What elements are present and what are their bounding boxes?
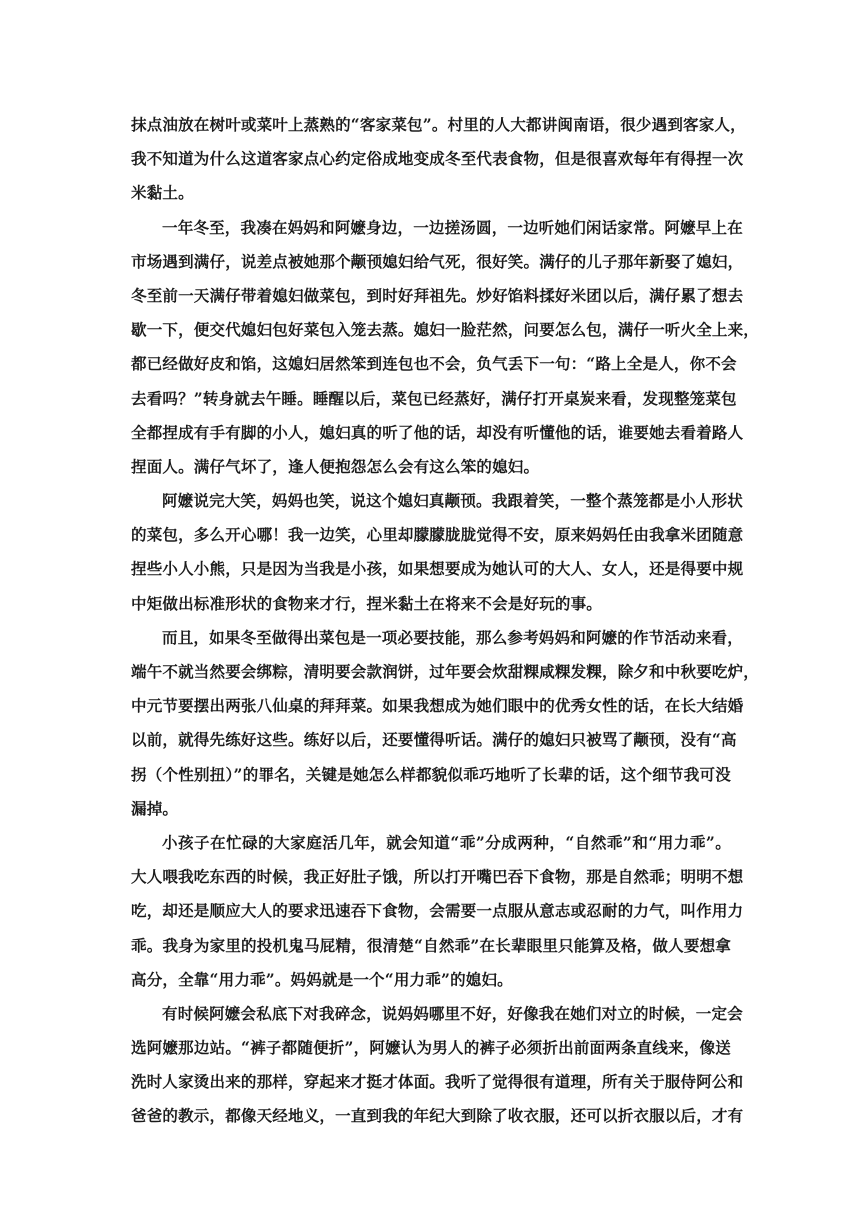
text-line: 冬至前一天满仔带着媳妇做菜包，到时好拜祖先。炒好馅料揉好米团以后，满仔累了想去 — [131, 285, 744, 305]
text-line: 一年冬至，我凑在妈妈和阿嬷身边，一边搓汤圆，一边听她们闲话家常。阿嬷早上在 — [162, 217, 743, 237]
text-line: 大人喂我吃东西的时候，我正好肚子饿，所以打开嘴巴吞下食物，那是自然乖；明明不想 — [131, 867, 744, 887]
text-line: 洗时人家烫出来的那样，穿起来才挺才体面。我听了觉得很有道理，所有关于服侍阿公和 — [131, 1072, 744, 1092]
text-line: 吃，却还是顺应大人的要求迅速吞下食物，会需要一点服从意志或忍耐的力气，叫作用力 — [131, 901, 744, 921]
text-line: 端午不就当然要会绑粽，清明要会款润饼，过年要会炊甜粿咸粿发粿，除夕和中秋要吃炉， — [131, 662, 760, 681]
text-line: 捏面人。满仔气坏了，逢人便抱怨怎么会有这么笨的媳妇。 — [131, 456, 540, 476]
text-line: 抹点油放在树叶或菜叶上蒸熟的“客家菜包”。村里的人大都讲闽南语，很少遇到客家人， — [131, 115, 746, 134]
text-line: 漏掉。 — [131, 798, 179, 818]
article-body — [131, 108, 760, 1134]
text-line: 米黏土。 — [131, 183, 194, 203]
text-line: 去看吗？”转身就去午睡。睡醒以后，菜包已经蒸好，满仔打开桌炭来看，发现整笼菜包 — [131, 388, 737, 408]
text-line: 爸爸的教示，都像天经地义，一直到我的年纪大到除了收衣服，还可以折衣服以后，才有 — [131, 1106, 744, 1126]
text-line: 以前，就得先练好这些。练好以后，还要懂得听话。满仔的媳妇只被骂了颟顸，没有“高 — [131, 730, 737, 750]
text-line: 中元节要摆出两张八仙桌的拜拜菜。如果我想成为她们眼中的优秀女性的话，在长大结婚 — [131, 696, 744, 716]
text-line: 选阿嬷那边站。“裤子都随便折”，阿嬷认为男人的裤子必须折出前面两条直线来，像送 — [131, 1038, 731, 1058]
text-line: 乖。我身为家里的投机鬼马屁精，很清楚“自然乖”在长辈眼里只能算及格，做人要想拿 — [131, 935, 731, 955]
text-line: 高分，全靠“用力乖”。妈妈就是一个“用力乖”的媳妇。 — [131, 969, 513, 989]
text-line: 捏些小人小熊，只是因为当我是小孩，如果想要成为她认可的大人、女人，还是得要中规 — [131, 559, 744, 579]
text-line: 小孩子在忙碌的大家庭活几年，就会知道“乖”分成两种，“自然乖”和“用力乖”。 — [162, 832, 731, 852]
text-line: 阿嬷说完大笑，妈妈也笑，说这个媳妇真颟顸。我跟着笑，一整个蒸笼都是小人形状 — [162, 491, 743, 511]
text-line: 有时候阿嬷会私底下对我碎念，说妈妈哪里不好，好像我在她们对立的时候，一定会 — [162, 1003, 743, 1023]
text-line: 我不知道为什么这道客家点心约定俗成地变成冬至代表食物，但是很喜欢每年有得捏一次 — [131, 149, 744, 169]
text-line: 的菜包，多么开心哪！我一边笑，心里却朦朦胧胧觉得不安，原来妈妈任由我拿米团随意 — [131, 525, 744, 545]
text-line: 都已经做好皮和馅，这媳妇居然笨到连包也不会，负气丢下一句：“路上全是人，你不会 — [131, 354, 737, 374]
text-line: 而且，如果冬至做得出菜包是一项必要技能，那么参考妈妈和阿嬷的作节活动来看， — [162, 627, 743, 647]
text-line: 拐（个性别扭）”的罪名，关键是她怎么样都貌似乖巧地听了长辈的话，这个细节我可没 — [131, 764, 731, 784]
text-line: 全都捏成有手有脚的小人，媳妇真的听了他的话，却没有听懂他的话，谁要她去看着路人 — [131, 422, 744, 442]
text-line: 歇一下，便交代媳妇包好菜包入笼去蒸。媳妇一脸茫然，问要怎么包，满仔一听火全上来， — [131, 320, 760, 340]
text-line: 中矩做出标准形状的食物来才行，捏米黏土在将来不会是好玩的事。 — [131, 593, 603, 613]
text-line: 市场遇到满仔，说差点被她那个颟顸媳妇给气死，很好笑。满仔的儿子那年新娶了媳妇， — [131, 251, 744, 271]
